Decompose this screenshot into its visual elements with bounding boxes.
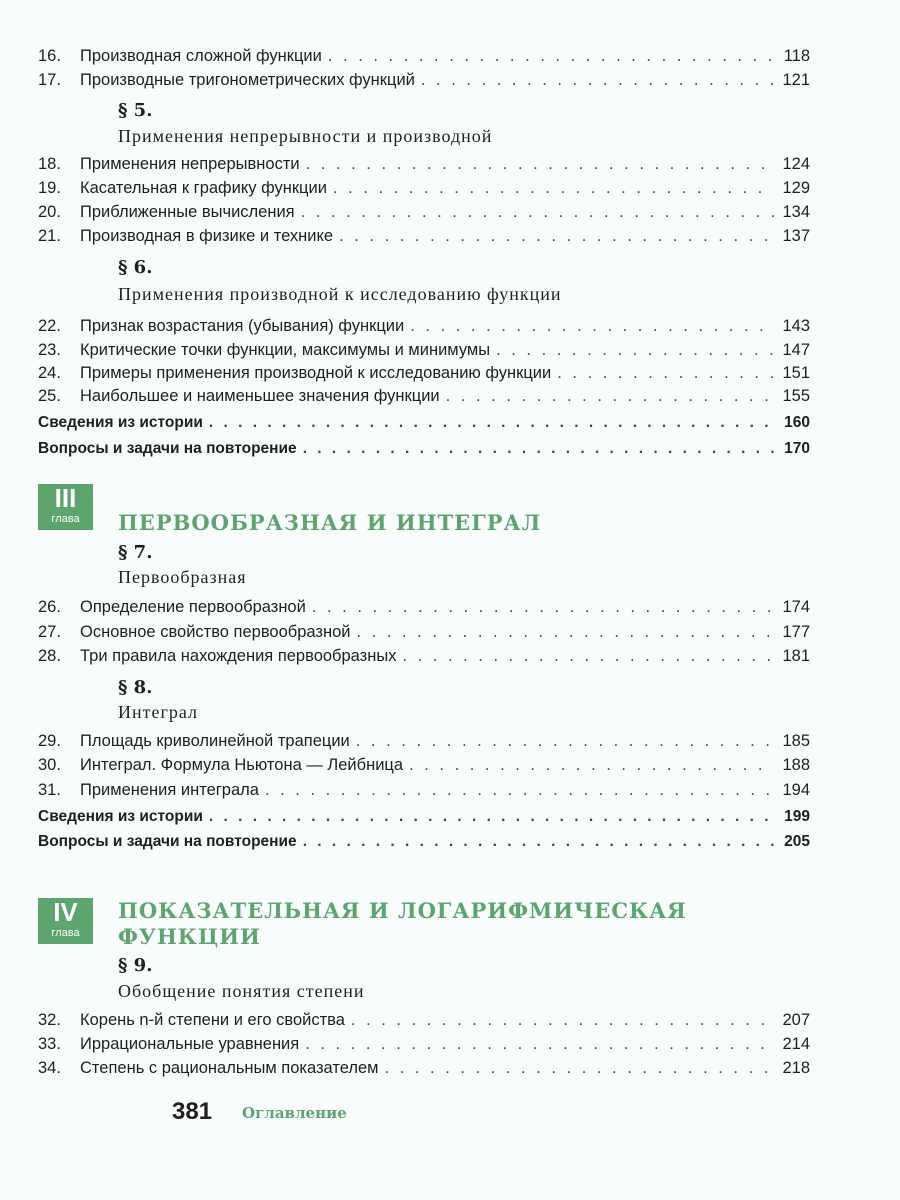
entry-title: Сведения из истории (38, 414, 203, 431)
entry-page: 134 (782, 203, 810, 221)
entry-title: Корень n-й степени и его свойства (80, 1011, 345, 1029)
chapter-title-4: ПОКАЗАТЕЛЬНАЯ И ЛОГАРИФМИЧЕСКАЯ ФУНКЦИИ (118, 898, 687, 949)
entry-number: 28. (38, 647, 61, 665)
toc-entry[interactable] (38, 1056, 810, 1078)
entry-number: 24. (38, 364, 61, 382)
entry-page: 121 (782, 71, 810, 89)
leader-dots (557, 364, 774, 383)
entry-title: Критические точки функции, максимумы и минимумы (80, 341, 491, 359)
chapter-word: глава (51, 513, 80, 525)
toc-entry[interactable] (38, 753, 810, 775)
entry-title: Производные тригонометрических функций (80, 71, 415, 89)
entry-title: Площадь криволинейной трапеции (80, 732, 350, 750)
chapter-word: глава (51, 927, 80, 939)
toc-entry[interactable] (38, 829, 810, 851)
entry-page: 137 (782, 227, 810, 245)
leader-dots (402, 647, 774, 666)
entry-title: Наибольшее и наименьшее значения функции (80, 387, 440, 405)
leader-dots (265, 781, 774, 800)
entry-title: Сведения из истории (38, 808, 203, 825)
entry-page: 194 (782, 781, 810, 799)
toc-entry[interactable] (38, 314, 810, 336)
entry-page: 129 (782, 179, 810, 197)
toc-entry[interactable] (38, 338, 810, 360)
entry-title: Иррациональные уравнения (80, 1035, 300, 1053)
leader-dots (410, 317, 774, 336)
section-title: Первообразная (118, 567, 247, 587)
leader-dots (209, 808, 774, 826)
entry-number: 32. (38, 1011, 61, 1029)
entry-number: 17. (38, 71, 61, 89)
leader-dots (356, 623, 774, 642)
chapter-badge-3 (38, 484, 93, 530)
toc-entry[interactable] (38, 778, 810, 800)
leader-dots (356, 732, 774, 751)
entry-title: Вопросы и задачи на повторение (38, 440, 297, 457)
toc-entry[interactable] (38, 729, 810, 751)
entry-number: 29. (38, 732, 61, 750)
entry-page: 185 (782, 732, 810, 750)
entry-title: Приближенные вычисления (80, 203, 295, 221)
leader-dots (496, 341, 774, 360)
section-title: Обобщение понятия степени (118, 981, 365, 1001)
entry-page: 118 (783, 47, 810, 65)
leader-dots (209, 414, 774, 432)
entry-page: 124 (782, 155, 810, 173)
entry-title: Применения интеграла (80, 781, 259, 799)
section-title: Интеграл (118, 702, 198, 722)
entry-number: 23. (38, 341, 61, 359)
toc-entry[interactable] (38, 384, 810, 406)
entry-number: 30. (38, 756, 61, 774)
section-label: § 6. (118, 257, 153, 278)
toc-entry[interactable] (38, 1008, 810, 1030)
chapter-badge-4 (38, 898, 93, 944)
entry-page: 181 (782, 647, 810, 665)
leader-dots (351, 1011, 774, 1030)
chapter-number: IV (53, 897, 78, 927)
entry-title: Применения непрерывности (80, 155, 300, 173)
toc-entry[interactable] (38, 361, 810, 383)
entry-number: 19. (38, 179, 61, 197)
entry-page: 218 (782, 1059, 810, 1077)
running-footer: Оглавление (242, 1104, 347, 1122)
leader-dots (339, 227, 774, 246)
entry-title: Признак возрастания (убывания) функции (80, 317, 405, 335)
toc-entry[interactable] (38, 224, 810, 246)
leader-dots (328, 47, 774, 66)
entry-page: 205 (784, 833, 810, 850)
entry-page: 174 (782, 598, 810, 616)
toc-entry[interactable] (38, 410, 810, 432)
section-label: § 9. (118, 955, 153, 976)
entry-title: Вопросы и задачи на повторение (38, 833, 297, 850)
page-number: 381 (172, 1098, 213, 1125)
entry-page: 170 (784, 440, 810, 457)
entry-page: 151 (782, 364, 810, 382)
entry-number: 20. (38, 203, 61, 221)
leader-dots (303, 833, 774, 851)
leader-dots (305, 1035, 774, 1054)
toc-entry[interactable] (38, 44, 810, 66)
entry-title: Примеры применения производной к исследованию функции (80, 364, 552, 382)
entry-number: 25. (38, 387, 61, 405)
entry-page: 155 (782, 387, 810, 405)
leader-dots (312, 598, 774, 617)
section-title: Применения производной к исследованию функции (118, 284, 562, 304)
entry-page: 207 (782, 1011, 810, 1029)
entry-page: 188 (782, 756, 810, 774)
leader-dots (446, 387, 774, 406)
entry-number: 34. (38, 1059, 61, 1077)
entry-page: 143 (782, 317, 810, 335)
entry-title: Касательная к графику функции (80, 179, 327, 197)
leader-dots (333, 179, 774, 198)
entry-page: 199 (784, 808, 810, 825)
toc-entry[interactable] (38, 176, 810, 198)
section-title: Применения непрерывности и производной (118, 126, 493, 146)
section-label: § 5. (118, 100, 153, 121)
section-label: § 8. (118, 677, 153, 698)
leader-dots (409, 756, 774, 775)
toc-entry[interactable] (38, 620, 810, 642)
leader-dots (303, 440, 774, 458)
entry-number: 21. (38, 227, 61, 245)
entry-number: 31. (38, 781, 61, 799)
entry-title: Интеграл. Формула Ньютона — Лейбница (80, 756, 404, 774)
toc-entry[interactable] (38, 804, 810, 826)
entry-number: 33. (38, 1035, 61, 1053)
toc-entry[interactable] (38, 1032, 810, 1054)
entry-title: Производная сложной функции (80, 47, 322, 65)
toc-entry[interactable] (38, 644, 810, 666)
entry-page: 177 (782, 623, 810, 641)
entry-number: 18. (38, 155, 61, 173)
chapter-title-3: ПЕРВООБРАЗНАЯ И ИНТЕГРАЛ (118, 510, 542, 535)
entry-title: Три правила нахождения первообразных (80, 647, 397, 665)
entry-title: Определение первообразной (80, 598, 306, 616)
toc-entry[interactable] (38, 595, 810, 617)
entry-number: 27. (38, 623, 61, 641)
section-label: § 7. (118, 542, 153, 563)
entry-page: 214 (782, 1035, 810, 1053)
leader-dots (306, 155, 774, 174)
toc-entry[interactable] (38, 436, 810, 458)
toc-entry[interactable] (38, 200, 810, 222)
entry-number: 26. (38, 598, 61, 616)
chapter-number: III (54, 483, 77, 513)
toc-entry[interactable] (38, 68, 810, 90)
toc-entry[interactable] (38, 152, 810, 174)
entry-title: Основное свойство первообразной (80, 623, 351, 641)
entry-page: 160 (784, 414, 810, 431)
leader-dots (421, 71, 774, 90)
leader-dots (385, 1059, 774, 1078)
entry-title: Степень с рациональным показателем (80, 1059, 379, 1077)
entry-number: 16. (38, 47, 61, 65)
entry-title: Производная в физике и технике (80, 227, 334, 245)
leader-dots (301, 203, 774, 222)
entry-page: 147 (782, 341, 810, 359)
entry-number: 22. (38, 317, 61, 335)
